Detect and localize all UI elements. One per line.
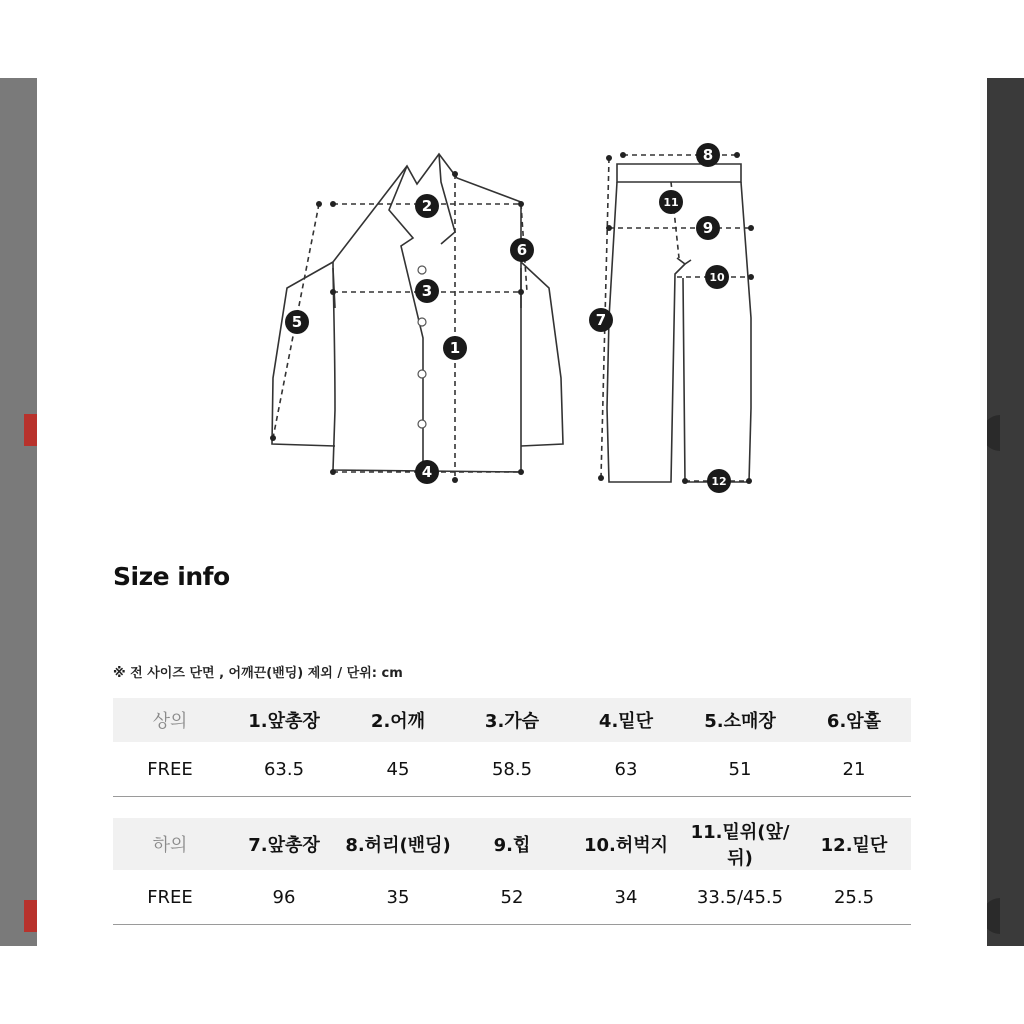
marker-6 (510, 238, 534, 262)
svg-text:7: 7 (595, 311, 607, 329)
table-header-cell: 12.밑단 (797, 818, 911, 870)
svg-text:5: 5 (291, 313, 303, 331)
size-diagram (37, 78, 987, 558)
table-row (113, 870, 911, 925)
marker-9 (696, 216, 720, 240)
svg-text:2: 2 (421, 197, 433, 215)
svg-text:11: 11 (663, 196, 679, 209)
table-header-cell: 11.밑위(앞/뒤) (683, 818, 797, 870)
svg-text:6: 6 (516, 241, 528, 259)
table-header-cell: 7.앞총장 (227, 818, 341, 870)
marker-7 (589, 308, 613, 332)
table-cell: 25.5 (797, 870, 911, 925)
svg-text:12: 12 (711, 475, 727, 488)
table-cell: 34 (569, 870, 683, 925)
table-cell: 45 (341, 742, 455, 797)
bottom-size-table (113, 818, 911, 925)
table-header-cell: 하의 (113, 818, 227, 870)
marker-11 (659, 190, 683, 214)
background-red-tab (24, 414, 38, 446)
table-cell: 35 (341, 870, 455, 925)
marker-8 (696, 143, 720, 167)
size-info-modal (37, 78, 987, 946)
table-cell: 58.5 (455, 742, 569, 797)
svg-text:4: 4 (421, 463, 433, 481)
table-header-cell: 10.허벅지 (569, 818, 683, 870)
size-note: ※ 전 사이즈 단면 , 어깨끈(밴딩) 제외 / 단위: cm (113, 666, 403, 681)
table-cell: 63.5 (227, 742, 341, 797)
svg-text:8: 8 (702, 146, 714, 164)
table-header-row (113, 818, 911, 870)
pants-outline (607, 164, 751, 482)
table-cell: 33.5/45.5 (683, 870, 797, 925)
marker-1 (443, 336, 467, 360)
table-cell: FREE (113, 870, 227, 925)
table-header-cell: 2.어깨 (341, 698, 455, 742)
table-cell: 52 (455, 870, 569, 925)
table-cell: 21 (797, 742, 911, 797)
table-header-cell: 3.가슴 (455, 698, 569, 742)
table-header-cell: 8.허리(밴딩) (341, 818, 455, 870)
marker-5 (285, 310, 309, 334)
svg-text:9: 9 (702, 219, 714, 237)
marker-2 (415, 194, 439, 218)
svg-text:10: 10 (709, 271, 725, 284)
marker-4 (415, 460, 439, 484)
svg-text:1: 1 (449, 339, 461, 357)
top-size-table (113, 698, 911, 797)
table-header-cell: 1.앞총장 (227, 698, 341, 742)
table-header-cell: 9.힙 (455, 818, 569, 870)
marker-3 (415, 279, 439, 303)
table-cell: 96 (227, 870, 341, 925)
table-header-row (113, 698, 911, 742)
table-cell: 63 (569, 742, 683, 797)
page-title: Size info (113, 562, 230, 591)
table-cell: 51 (683, 742, 797, 797)
table-row (113, 742, 911, 797)
svg-text:3: 3 (421, 282, 433, 300)
marker-12 (707, 469, 731, 493)
table-header-cell: 상의 (113, 698, 227, 742)
marker-10 (705, 265, 729, 289)
table-header-cell: 5.소매장 (683, 698, 797, 742)
background-red-tab (24, 900, 38, 932)
table-header-cell: 4.밑단 (569, 698, 683, 742)
table-header-cell: 6.암홀 (797, 698, 911, 742)
table-cell: FREE (113, 742, 227, 797)
page-backdrop-right (986, 78, 1024, 946)
